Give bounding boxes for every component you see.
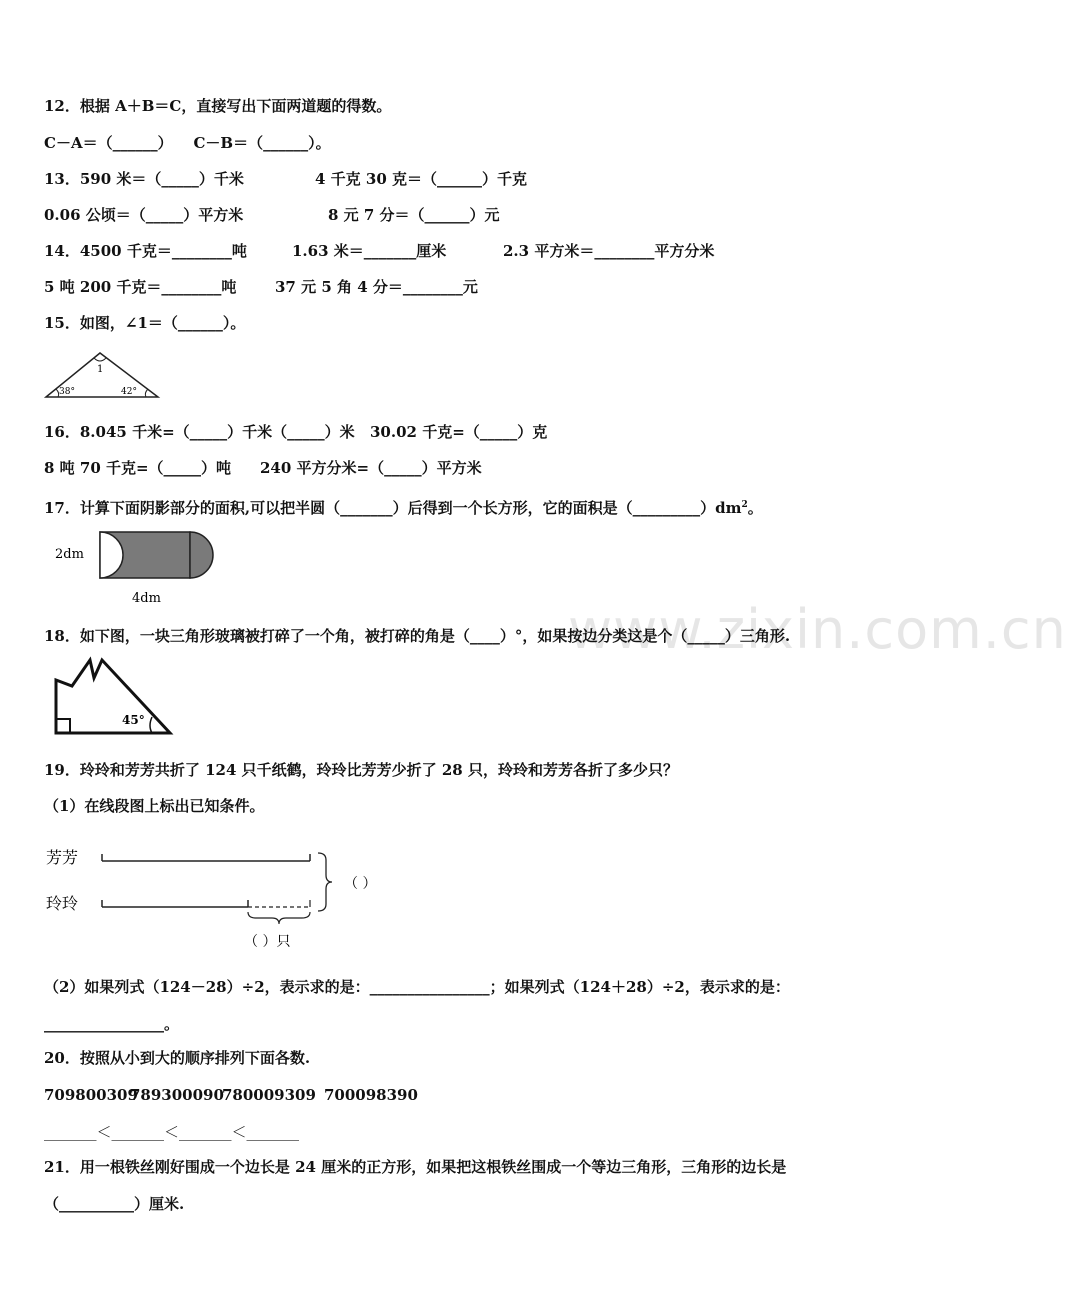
line-segment-diagram bbox=[44, 842, 424, 954]
right-angle-arc bbox=[145, 389, 148, 397]
q20-line1: 20．按照从小到大的顺序排列下面各数. bbox=[44, 1049, 311, 1067]
angle-right-label: 42° bbox=[121, 387, 137, 397]
right-brace-blank: （ ） bbox=[344, 876, 377, 892]
q21-line1: 21．用一根铁丝刚好围成一个边长是 24 厘米的正方形，如果把这根铁丝围成一个等边三角形，三角形的边长是 bbox=[44, 1158, 787, 1176]
lingling-label: 玲玲 bbox=[46, 894, 79, 913]
bottom-brace-blank: （ ）只 bbox=[244, 934, 291, 950]
q12-line2: C－A＝（______） C－B＝（______）。 bbox=[44, 134, 331, 152]
q19-line3: （2）如果列式（124－28）÷2，表示求的是：________________；如果列式（124＋28）÷2，表示求的是： bbox=[44, 978, 790, 996]
q13-line2b: 8 元 7 分＝（______）元 bbox=[328, 206, 500, 224]
watermark: www.zixin.com.cn bbox=[568, 598, 1067, 661]
q17-end: 。 bbox=[747, 499, 763, 517]
angle-top-label: 1 bbox=[97, 364, 104, 375]
q13-line2a: 0.06 公顷＝（_____）平方米 bbox=[44, 206, 244, 224]
bottom-brace bbox=[248, 912, 310, 924]
broken-triangle-figure bbox=[50, 656, 175, 738]
q14-line1b: 1.63 米＝_______厘米 bbox=[292, 242, 447, 260]
angle-arc bbox=[150, 717, 152, 733]
q21-line2: （__________）厘米. bbox=[44, 1195, 185, 1213]
q20-line3: _______＜_______＜_______＜_______ bbox=[44, 1123, 300, 1141]
q14-line2b: 37 元 5 角 4 分＝________元 bbox=[275, 278, 478, 296]
top-angle-arc bbox=[94, 358, 106, 361]
q16-line2b: 240 平方分米=（_____）平方米 bbox=[260, 459, 482, 477]
q16-line1b: 30.02 千克=（_____）克 bbox=[370, 423, 548, 441]
q17-sup: 2 bbox=[741, 500, 748, 510]
semicircle-figure bbox=[50, 528, 220, 610]
q19-line2: （1）在线段图上标出已知条件。 bbox=[44, 797, 265, 815]
q17-line1 bbox=[44, 495, 763, 518]
q19-line1: 19．玲玲和芳芳共折了 124 只千纸鹤，玲玲比芳芳少折了 28 只，玲玲和芳芳各折了多少只？ bbox=[44, 761, 678, 779]
q16-line1a: 16．8.045 千米=（_____）千米（_____）米 bbox=[44, 423, 355, 441]
angle-45-label: 45° bbox=[122, 713, 145, 727]
added-semicircle bbox=[190, 532, 213, 578]
q14-line2a: 5 吨 200 千克＝________吨 bbox=[44, 278, 237, 296]
width-label: 4dm bbox=[132, 591, 161, 606]
q20-number-0: 709800309 bbox=[44, 1086, 138, 1104]
q17-text: 17．计算下面阴影部分的面积,可以把半圆（_______）后得到一个长方形，它的面积是（_________）dm bbox=[44, 499, 742, 517]
q13-line1b: 4 千克 30 克＝（______）千克 bbox=[315, 170, 527, 188]
right-brace bbox=[318, 853, 332, 911]
q13-line1a: 13．590 米＝（_____）千米 bbox=[44, 170, 244, 188]
triangle-figure bbox=[44, 350, 162, 400]
q15-line1: 15．如图，∠1＝（______）。 bbox=[44, 314, 246, 332]
q14-line1c: 2.3 平方米＝________平方分米 bbox=[503, 242, 715, 260]
q16-line2a: 8 吨 70 千克=（_____）吨 bbox=[44, 459, 232, 477]
q18-line1: 18．如下图，一块三角形玻璃被打碎了一个角，被打碎的角是（____）°，如果按边分类这是个（_____）三角形. bbox=[44, 627, 791, 645]
height-label: 2dm bbox=[55, 547, 84, 562]
q19-line4: ________________。 bbox=[44, 1015, 180, 1033]
q20-number-2: 780009309 bbox=[222, 1086, 316, 1104]
q14-line1a: 14．4500 千克＝________吨 bbox=[44, 242, 247, 260]
right-angle-mark bbox=[56, 719, 70, 733]
q20-number-3: 700098390 bbox=[324, 1086, 418, 1104]
q20-number-1: 789300090 bbox=[130, 1086, 224, 1104]
broken-triangle-shape bbox=[56, 660, 170, 733]
fangfang-label: 芳芳 bbox=[46, 848, 79, 867]
angle-left-label: 38° bbox=[59, 387, 75, 397]
q12-line1: 12．根据 A＋B＝C，直接写出下面两道题的得数。 bbox=[44, 97, 392, 115]
